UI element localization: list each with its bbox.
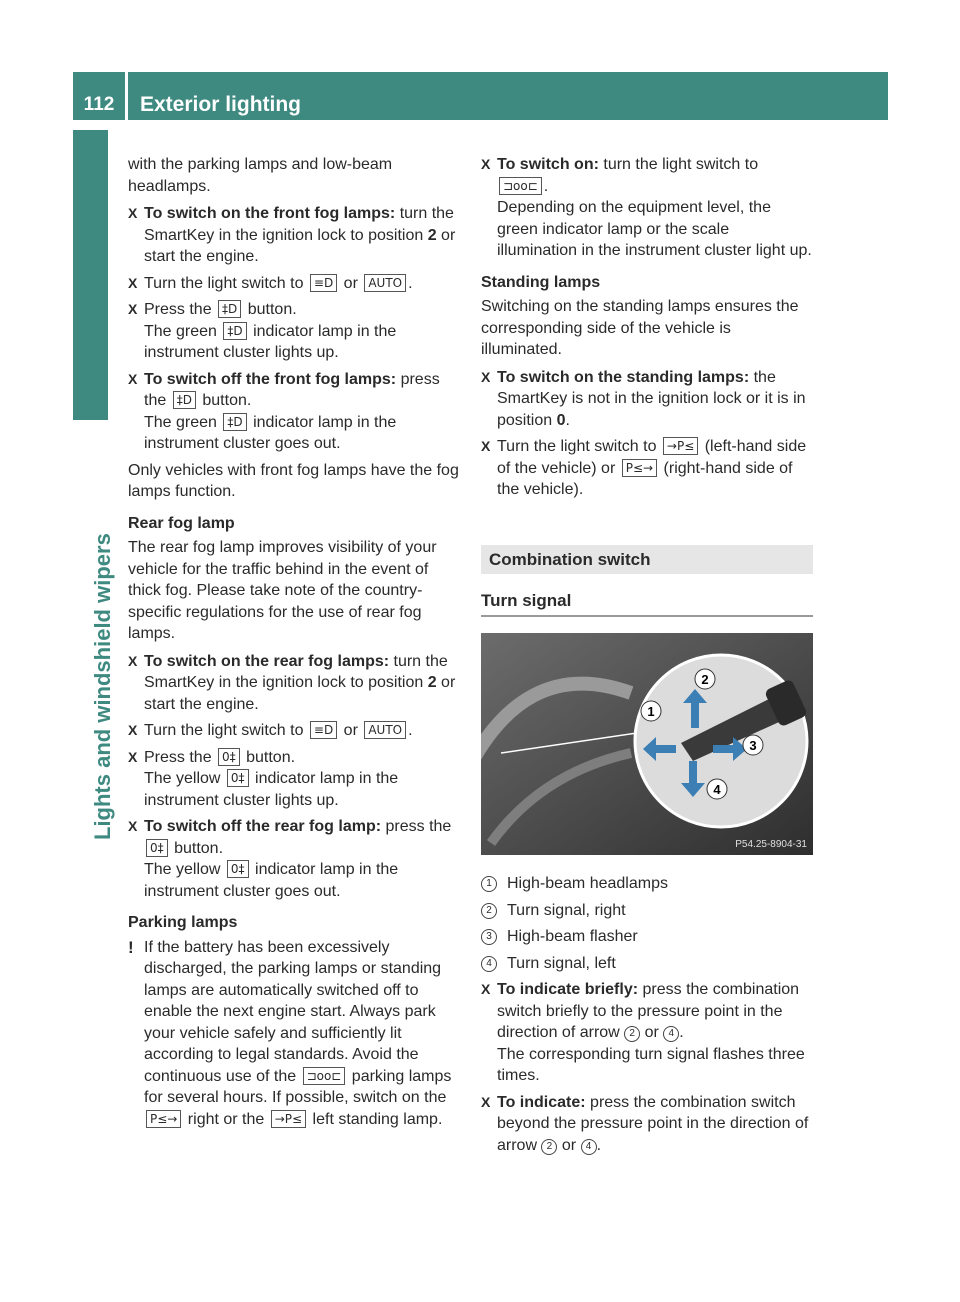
arrow-ref: 4	[581, 1139, 597, 1155]
svg-text:3: 3	[749, 737, 757, 753]
front-fog-icon: ‡D	[223, 322, 246, 340]
intro-text: with the parking lamps and low-beam headlamps.	[128, 156, 393, 195]
rear-fog-heading: Rear fog lamp	[128, 514, 235, 532]
rear-fog-desc: The rear fog lamp improves visibility of your vehicle for the traffic behind in the event of thick fog. Please take note of the country-specific regulations for the use of rear fog lamps.	[128, 539, 437, 642]
step-rear-fog-on: X To switch on the rear fog lamps: turn the SmartKey in the ignition lock to position 2 or start the engine.	[128, 651, 460, 716]
left-column	[128, 154, 460, 1135]
side-chapter-title: Lights and windshield wipers	[90, 533, 115, 840]
arrow-ref: 2	[624, 1026, 640, 1042]
rear-fog-icon: 0‡	[146, 839, 168, 857]
step-turn-switch-rear: X Turn the light switch to ≡D or AUTO .	[128, 720, 460, 742]
parking-warning: ! If the battery has been excessively discharged, the parking lamps or standing lamps are automatically switched off to enable the next engine start. Always park your vehicle safely and sufficiently lit according to legal standards. Avoid the continuous use of the ⊐oo⊏ parking lamps for several hours. If possible, switch on the P≤→ right or the →P≤ left standing lamp.	[128, 937, 452, 1128]
standing-right-icon: P≤→	[622, 459, 657, 477]
header-divider	[125, 72, 128, 120]
rear-fog-icon: 0‡	[227, 860, 249, 878]
callout-1	[641, 701, 661, 721]
legend-item: 3 High-beam flasher	[481, 926, 813, 948]
side-tab-marker	[73, 130, 108, 420]
svg-text:4: 4	[713, 781, 721, 797]
step-press-rear-fog: X Press the 0‡ button. The yellow 0‡ indicator lamp in the instrument cluster lights up.	[128, 747, 460, 812]
low-beam-icon: ≡D	[310, 721, 337, 739]
legend-number: 3	[481, 929, 497, 945]
legend-number: 4	[481, 956, 497, 972]
legend-item: 4 Turn signal, left	[481, 953, 813, 975]
callout-4	[707, 779, 727, 799]
warning-icon: !	[128, 937, 134, 957]
auto-icon: AUTO	[364, 721, 406, 739]
subheading-turn-signal: Turn signal	[481, 590, 813, 617]
standing-desc: Switching on the standing lamps ensures the corresponding side of the vehicle is illuminated.	[481, 298, 799, 358]
auto-icon: AUTO	[364, 274, 406, 292]
parking-lamp-icon: ⊐oo⊏	[303, 1067, 346, 1085]
only-vehicles-note: Only vehicles with front fog lamps have the fog lamps function.	[128, 461, 459, 500]
step-standing-turn: X Turn the light switch to →P≤ (left-hand side of the vehicle) or P≤→ (right-hand side of the vehicle).	[481, 436, 813, 501]
step-front-fog-off: X To switch off the front fog lamps: press the ‡D button. The green ‡D indicator lamp in the instrument cluster goes out.	[128, 369, 460, 455]
step-turn-switch: X Turn the light switch to ≡D or AUTO .	[128, 273, 460, 295]
callout-2	[695, 669, 715, 689]
svg-text:1: 1	[647, 703, 655, 719]
callout-3	[743, 735, 763, 755]
legend-number: 2	[481, 903, 497, 919]
step-standing-on: X To switch on the standing lamps: the SmartKey is not in the ignition lock or it is in position 0.	[481, 367, 813, 432]
legend-item: 1 High-beam headlamps	[481, 873, 813, 895]
parking-lamp-icon: ⊐oo⊏	[499, 177, 542, 195]
rear-fog-icon: 0‡	[218, 748, 240, 766]
combination-switch-figure	[481, 633, 813, 855]
step-press-front-fog: X Press the ‡D button. The green ‡D indicator lamp in the instrument cluster lights up.	[128, 299, 460, 364]
rear-fog-icon: 0‡	[227, 769, 249, 787]
page-number: 112	[83, 94, 115, 115]
arrow-ref: 2	[541, 1139, 557, 1155]
front-fog-icon: ‡D	[218, 300, 241, 318]
step-rear-fog-off: X To switch off the rear fog lamp: press the 0‡ button. The yellow 0‡ indicator lamp in the instrument cluster goes out.	[128, 816, 460, 902]
legend-item: 2 Turn signal, right	[481, 900, 813, 922]
step-front-fog-on: X To switch on the front fog lamps: turn the SmartKey in the ignition lock to position 2 or start the engine.	[128, 203, 460, 268]
standing-heading: Standing lamps	[481, 273, 601, 291]
front-fog-icon: ‡D	[173, 391, 196, 409]
section-title: Combination switch	[481, 545, 813, 575]
step-switch-on: X To switch on: turn the light switch to ⊐oo⊏ . Depending on the equipment level, the green indicator lamp or the scale illumination in the instrument cluster light up.	[481, 154, 813, 262]
standing-right-icon: P≤→	[146, 1110, 181, 1128]
standing-left-icon: →P≤	[271, 1110, 306, 1128]
chapter-title: Exterior lighting	[140, 93, 302, 116]
arrow-ref: 4	[663, 1026, 679, 1042]
parking-heading: Parking lamps	[128, 914, 238, 931]
legend-number: 1	[481, 876, 497, 892]
low-beam-icon: ≡D	[310, 274, 337, 292]
figure-code: P54.25-8904-31	[735, 838, 807, 850]
step-indicate: X To indicate: press the combination switch beyond the pressure point in the direction of arrow 2 or 4 .	[481, 1092, 813, 1157]
standing-left-icon: →P≤	[663, 437, 698, 455]
step-indicate-briefly: X To indicate briefly: press the combination switch briefly to the pressure point in the direction of arrow 2 or 4 . The corresponding turn signal flashes three times.	[481, 979, 813, 1087]
front-fog-icon: ‡D	[223, 413, 246, 431]
right-column	[481, 154, 813, 1161]
svg-text:2: 2	[701, 671, 709, 687]
